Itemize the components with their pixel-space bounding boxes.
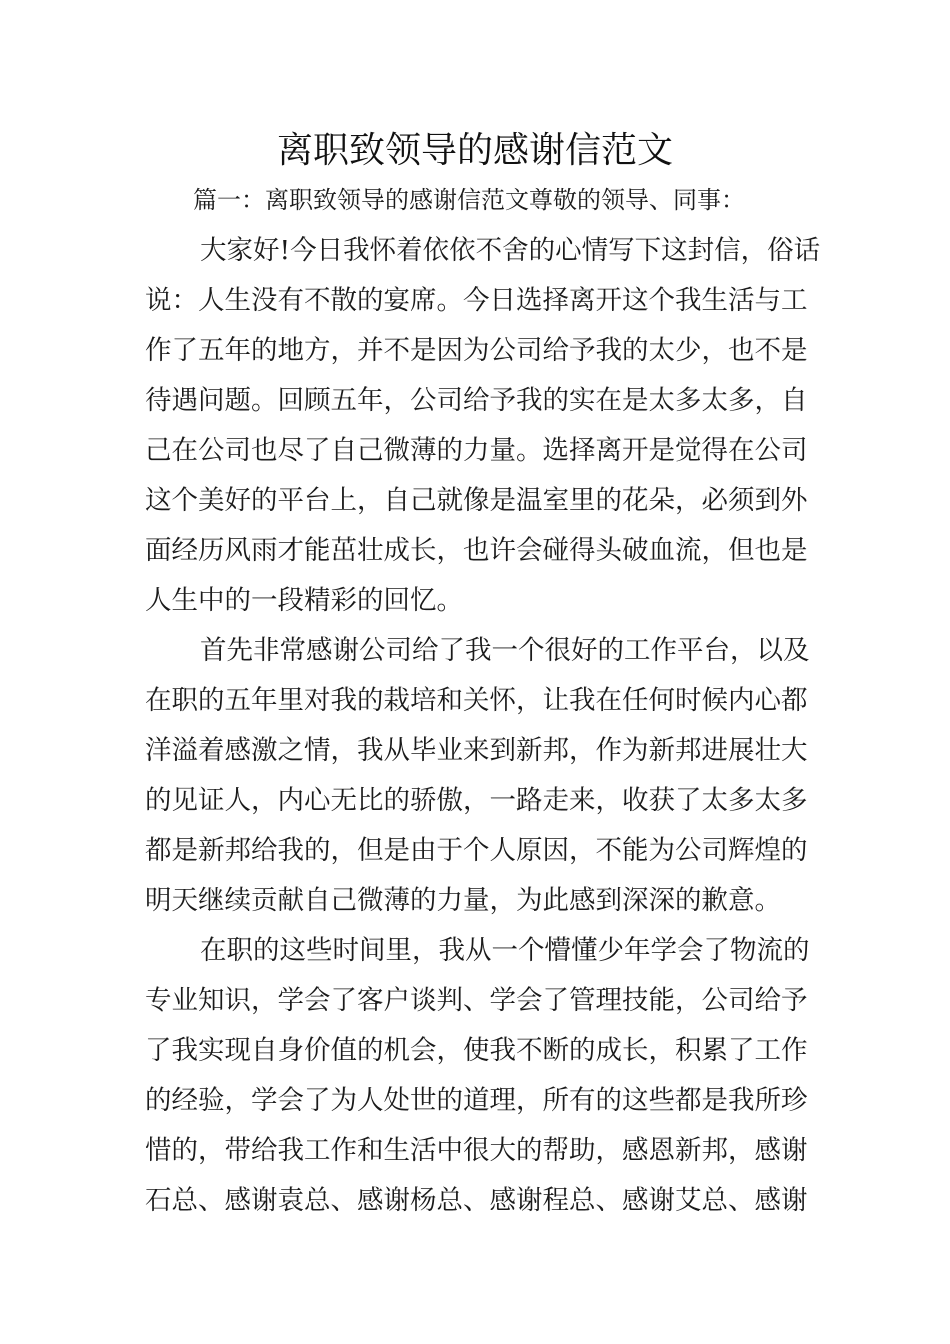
- paragraph-line: 待遇问题。回顾五年，公司给予我的实在是太多太多，自: [145, 385, 808, 416]
- paragraph-line: 的见证人，内心无比的骄傲，一路走来，收获了太多太多: [145, 785, 808, 816]
- document-title: 离职致领导的感谢信范文: [276, 130, 673, 171]
- paragraph-line: 明天继续贡献自己微薄的力量，为此感到深深的歉意。: [145, 885, 781, 916]
- paragraph-line: 面经历风雨才能茁壮成长，也许会碰得头破血流，但也是: [145, 535, 808, 566]
- paragraph-line: 人生中的一段精彩的回忆。: [145, 585, 463, 616]
- paragraph-line: 石总、感谢袁总、感谢杨总、感谢程总、感谢艾总、感谢: [145, 1185, 808, 1216]
- paragraph-line: 洋溢着感激之情，我从毕业来到新邦，作为新邦进展壮大: [145, 735, 808, 766]
- document-body: [145, 226, 821, 1226]
- paragraph-line: 的经验，学会了为人处世的道理，所有的这些都是我所珍: [145, 1085, 808, 1116]
- paragraph-line: 在职的五年里对我的栽培和关怀，让我在任何时候内心都: [145, 685, 808, 716]
- paragraph-line: 都是新邦给我的，但是由于个人原因，不能为公司辉煌的: [145, 835, 808, 866]
- paragraph-line: 了我实现自身价值的机会，使我不断的成长，积累了工作: [145, 1035, 808, 1066]
- document-subtitle: 篇一：离职致领导的感谢信范文尊敬的领导、同事：: [193, 186, 745, 214]
- paragraph-line: 在职的这些时间里，我从一个懵懂少年学会了物流的: [200, 935, 810, 966]
- paragraph-line: 专业知识，学会了客户谈判、学会了管理技能，公司给予: [145, 985, 808, 1016]
- paragraph-line: 说：人生没有不散的宴席。今日选择离开这个我生活与工: [145, 285, 808, 316]
- paragraph-line: 惜的，带给我工作和生活中很大的帮助，感恩新邦，感谢: [145, 1135, 808, 1166]
- paragraph-2: [145, 626, 810, 926]
- paragraph-3: [145, 926, 810, 1226]
- paragraph-1: [145, 226, 821, 626]
- paragraph-line: 大家好!今日我怀着依依不舍的心情写下这封信，俗话: [200, 235, 821, 266]
- paragraph-line: 首先非常感谢公司给了我一个很好的工作平台，以及: [200, 635, 810, 666]
- paragraph-line: 这个美好的平台上，自己就像是温室里的花朵，必须到外: [145, 485, 808, 516]
- paragraph-line: 作了五年的地方，并不是因为公司给予我的太少，也不是: [145, 335, 808, 366]
- paragraph-line: 己在公司也尽了自己微薄的力量。选择离开是觉得在公司: [145, 435, 808, 466]
